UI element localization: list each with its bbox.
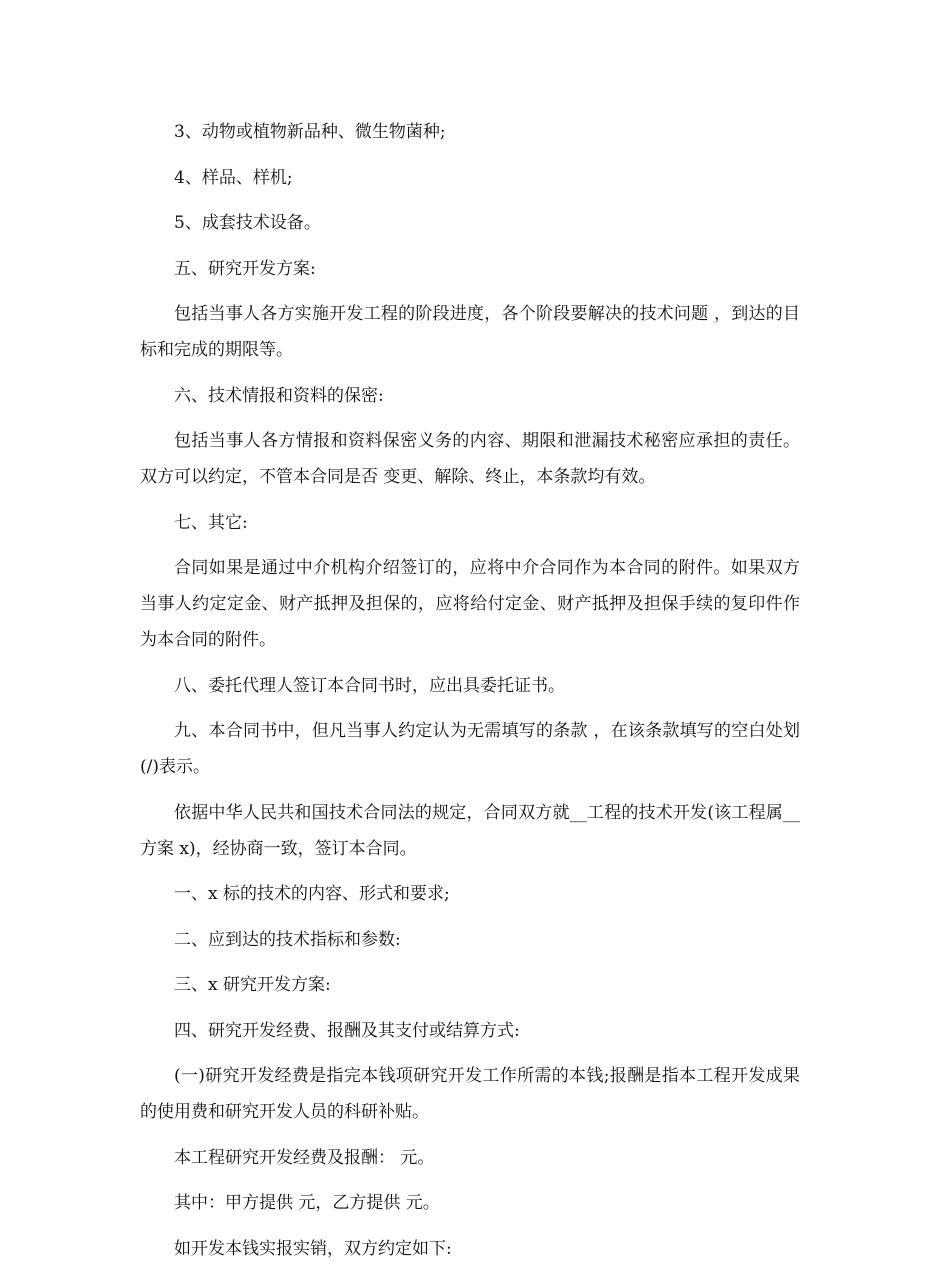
paragraph-confidentiality: 包括当事人各方情报和资料保密义务的内容、期限和泄漏技术秘密应承担的责任。 双方可以约定，不管本合同是否 变更、解除、终止，本条款均有效。 <box>140 431 800 487</box>
document-body <box>140 114 800 1276</box>
paragraph-dev-plan: 包括当事人各方实施开发工程的阶段进度，各个阶段要解决的技术问题 ，到达的目标和完成的期限等。 <box>140 304 800 360</box>
clause-4-1: (一)研究开发经费是指完本钱项研究开发工作所需的本钱;报酬是指本工程开发成果的使用费和研究开发人员的科研补贴。 <box>140 1066 800 1122</box>
clause-2: 二、应到达的技术指标和参数: <box>174 929 401 950</box>
section-heading-6: 六、技术情报和资料的保密: <box>174 385 384 406</box>
clause-4: 四、研究开发经费、报酬及其支付或结算方式: <box>174 1020 520 1041</box>
clause-3: 三、x 研究开发方案: <box>174 975 331 995</box>
funding-split: 其中：甲方提供 元，乙方提供 元。 <box>174 1193 440 1213</box>
paragraph-contract-basis: 依据中华人民共和国技术合同法的规定，合同双方就__工程的技术开发(该工程属__方案 x)，经协商一致，签订本合同。 <box>140 802 800 859</box>
section-heading-8: 八、委托代理人签订本合同书时，应出具委托证书。 <box>174 675 565 696</box>
section-heading-5: 五、研究开发方案: <box>174 258 316 279</box>
paragraph-item-5: 5、成套技术设备。 <box>174 213 321 233</box>
funding-total: 本工程研究开发经费及报酬： 元。 <box>174 1147 435 1168</box>
section-heading-9: 九、本合同书中，但凡当事人约定认为无需填写的条款 ，在该条款填写的空白处划(/)表示。 <box>140 721 800 777</box>
paragraph-item-4: 4、样品、样机; <box>174 167 293 188</box>
clause-1: 一、x 标的技术的内容、形式和要求; <box>174 884 450 904</box>
section-heading-7: 七、其它: <box>174 512 248 533</box>
paragraph-item-3: 3、动物或植物新品种、微生物菌种; <box>174 122 446 142</box>
funding-reimbursement: 如开发本钱实报实销，双方约定如下: <box>174 1238 452 1259</box>
paragraph-other: 合同如果是通过中介机构介绍签订的，应将中介合同作为本合同的附件。如果双方当事人约定定金、财产抵押及担保的，应将给付定金、财产抵押及担保手续的复印件作为本合同的附件。 <box>140 558 800 650</box>
